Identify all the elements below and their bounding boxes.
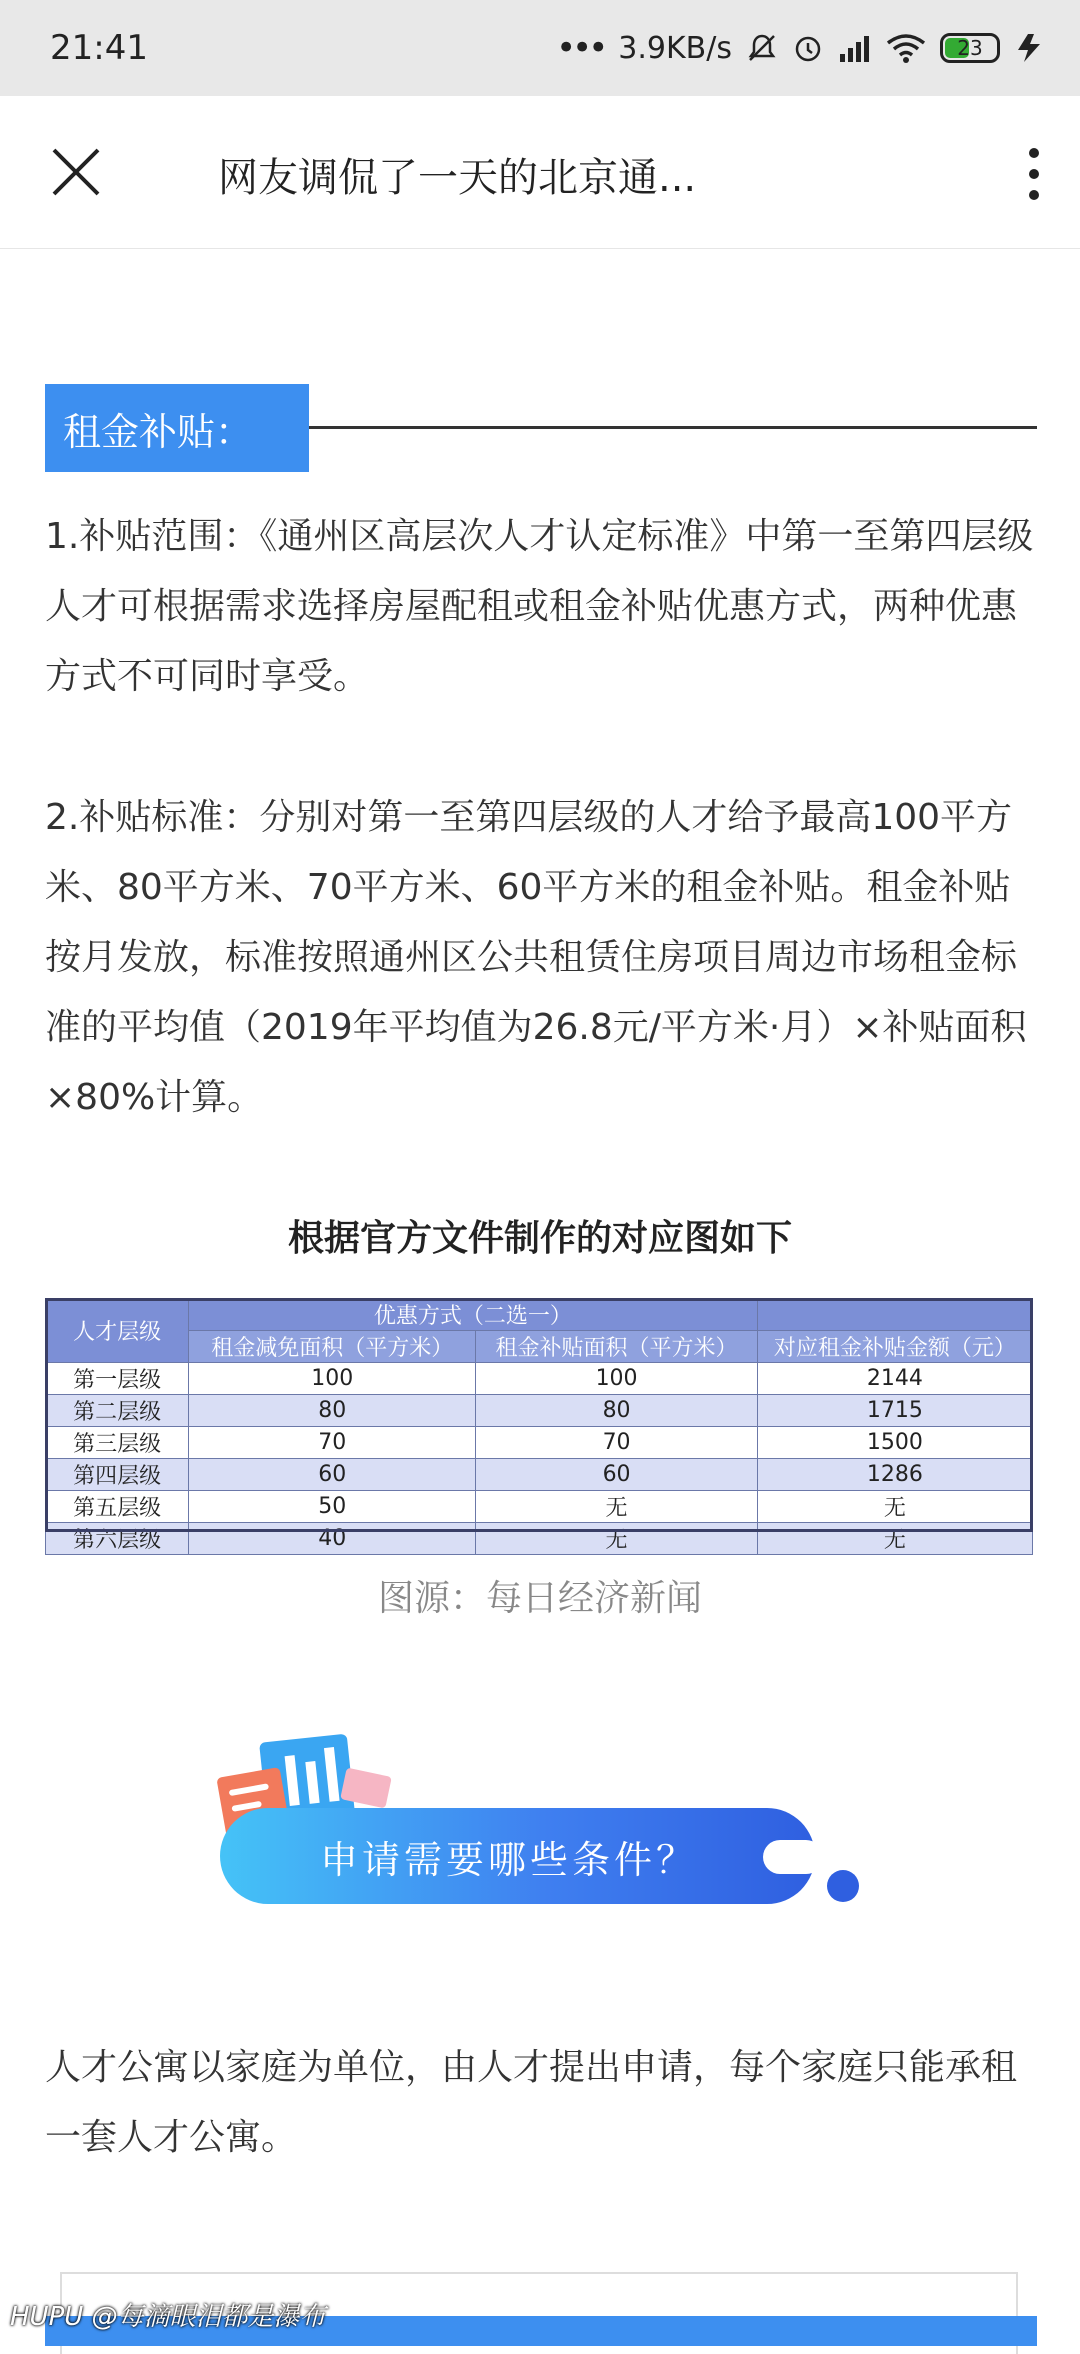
table-row <box>46 1363 1033 1395</box>
paragraph-subsidy-scope: 1.补贴范围：《通州区高层次人才认定标准》中第一至第四层级人才可根据需求选择房屋配租或租金补贴优惠方式，两种优惠方式不可同时享受。 <box>45 516 1034 697</box>
table-cell: 无 <box>757 1523 1032 1555</box>
table-row <box>46 1427 1033 1459</box>
top-navigation-bar <box>0 96 1080 249</box>
table-cell: 50 <box>189 1491 476 1523</box>
table-cell: 80 <box>476 1395 757 1427</box>
table-cell: 第二层级 <box>46 1395 189 1427</box>
close-icon[interactable] <box>48 144 104 200</box>
table-cell: 60 <box>476 1459 757 1491</box>
subsidy-table <box>45 1298 1033 1555</box>
table-cell: 第三层级 <box>46 1427 189 1459</box>
more-notifications-icon: ••• <box>556 28 605 68</box>
table-cell: 100 <box>189 1363 476 1395</box>
status-bar <box>0 0 1080 96</box>
table-row <box>46 1491 1033 1523</box>
table-cell: 无 <box>757 1491 1032 1523</box>
section-divider <box>309 426 1037 429</box>
paragraph-subsidy-standard: 2.补贴标准：分别对第一至第四层级的人才给予最高100平方米、80平方米、70平方米、60平方米的租金补贴。租金补贴按月发放，标准按照通州区公共租赁住房项目周边市场租金标准的平均值（2019年平均值为26.8元/平方米·月）×补贴面积×80%计算。 <box>45 797 1027 1118</box>
section-header <box>45 384 1037 472</box>
charging-icon <box>1014 32 1044 64</box>
table-cell: 70 <box>476 1427 757 1459</box>
banner-text: 申请需要哪些条件？ <box>320 1837 699 1882</box>
table-title: 根据官方文件制作的对应图如下 <box>287 1218 792 1259</box>
watermark: HUPU @每滴眼泪都是瀑布 <box>10 2302 326 2332</box>
table-row <box>46 1459 1033 1491</box>
table-cell: 1286 <box>757 1459 1032 1491</box>
table-cell: 40 <box>189 1523 476 1555</box>
article-title: 网友调侃了一天的北京通... <box>218 155 697 201</box>
header-group: 优惠方式（二选一） <box>189 1299 758 1331</box>
header-col-2: 租金补贴面积（平方米） <box>476 1331 757 1363</box>
table-cell: 无 <box>476 1523 757 1555</box>
network-speed: 3.9KB/s <box>618 30 732 66</box>
image-caption: 图源：每日经济新闻 <box>377 1578 702 1619</box>
table-cell: 第一层级 <box>46 1363 189 1395</box>
banner-pill <box>220 1808 815 1904</box>
table-row <box>46 1523 1033 1555</box>
table-cell: 2144 <box>757 1363 1032 1395</box>
status-icons <box>556 28 1044 68</box>
more-vertical-icon[interactable] <box>1024 148 1044 200</box>
table-cell: 100 <box>476 1363 757 1395</box>
table-cell: 70 <box>189 1427 476 1459</box>
signal-icon <box>838 34 872 62</box>
mute-bell-icon <box>746 32 778 64</box>
alarm-icon <box>792 32 824 64</box>
section-banner <box>215 1728 865 1908</box>
table-cell: 第六层级 <box>46 1523 189 1555</box>
table-cell: 第四层级 <box>46 1459 189 1491</box>
banner-dot <box>827 1870 859 1902</box>
table-cell: 60 <box>189 1459 476 1491</box>
table-cell: 第五层级 <box>46 1491 189 1523</box>
paragraph-application: 人才公寓以家庭为单位，由人才提出申请，每个家庭只能承租一套人才公寓。 <box>45 2047 1018 2158</box>
header-col-3: 对应租金补贴金额（元） <box>757 1331 1032 1363</box>
status-time: 21:41 <box>50 28 148 68</box>
battery-level: 23 <box>957 36 983 60</box>
battery-icon <box>940 33 1000 63</box>
table-cell: 无 <box>476 1491 757 1523</box>
table-row <box>46 1395 1033 1427</box>
table-cell: 1500 <box>757 1427 1032 1459</box>
section-tag: 租金补贴： <box>45 384 309 472</box>
header-col-1: 租金减免面积（平方米） <box>189 1331 476 1363</box>
header-level: 人才层级 <box>46 1299 189 1363</box>
table-cell: 80 <box>189 1395 476 1427</box>
table-cell: 1715 <box>757 1395 1032 1427</box>
wifi-icon <box>886 33 926 63</box>
